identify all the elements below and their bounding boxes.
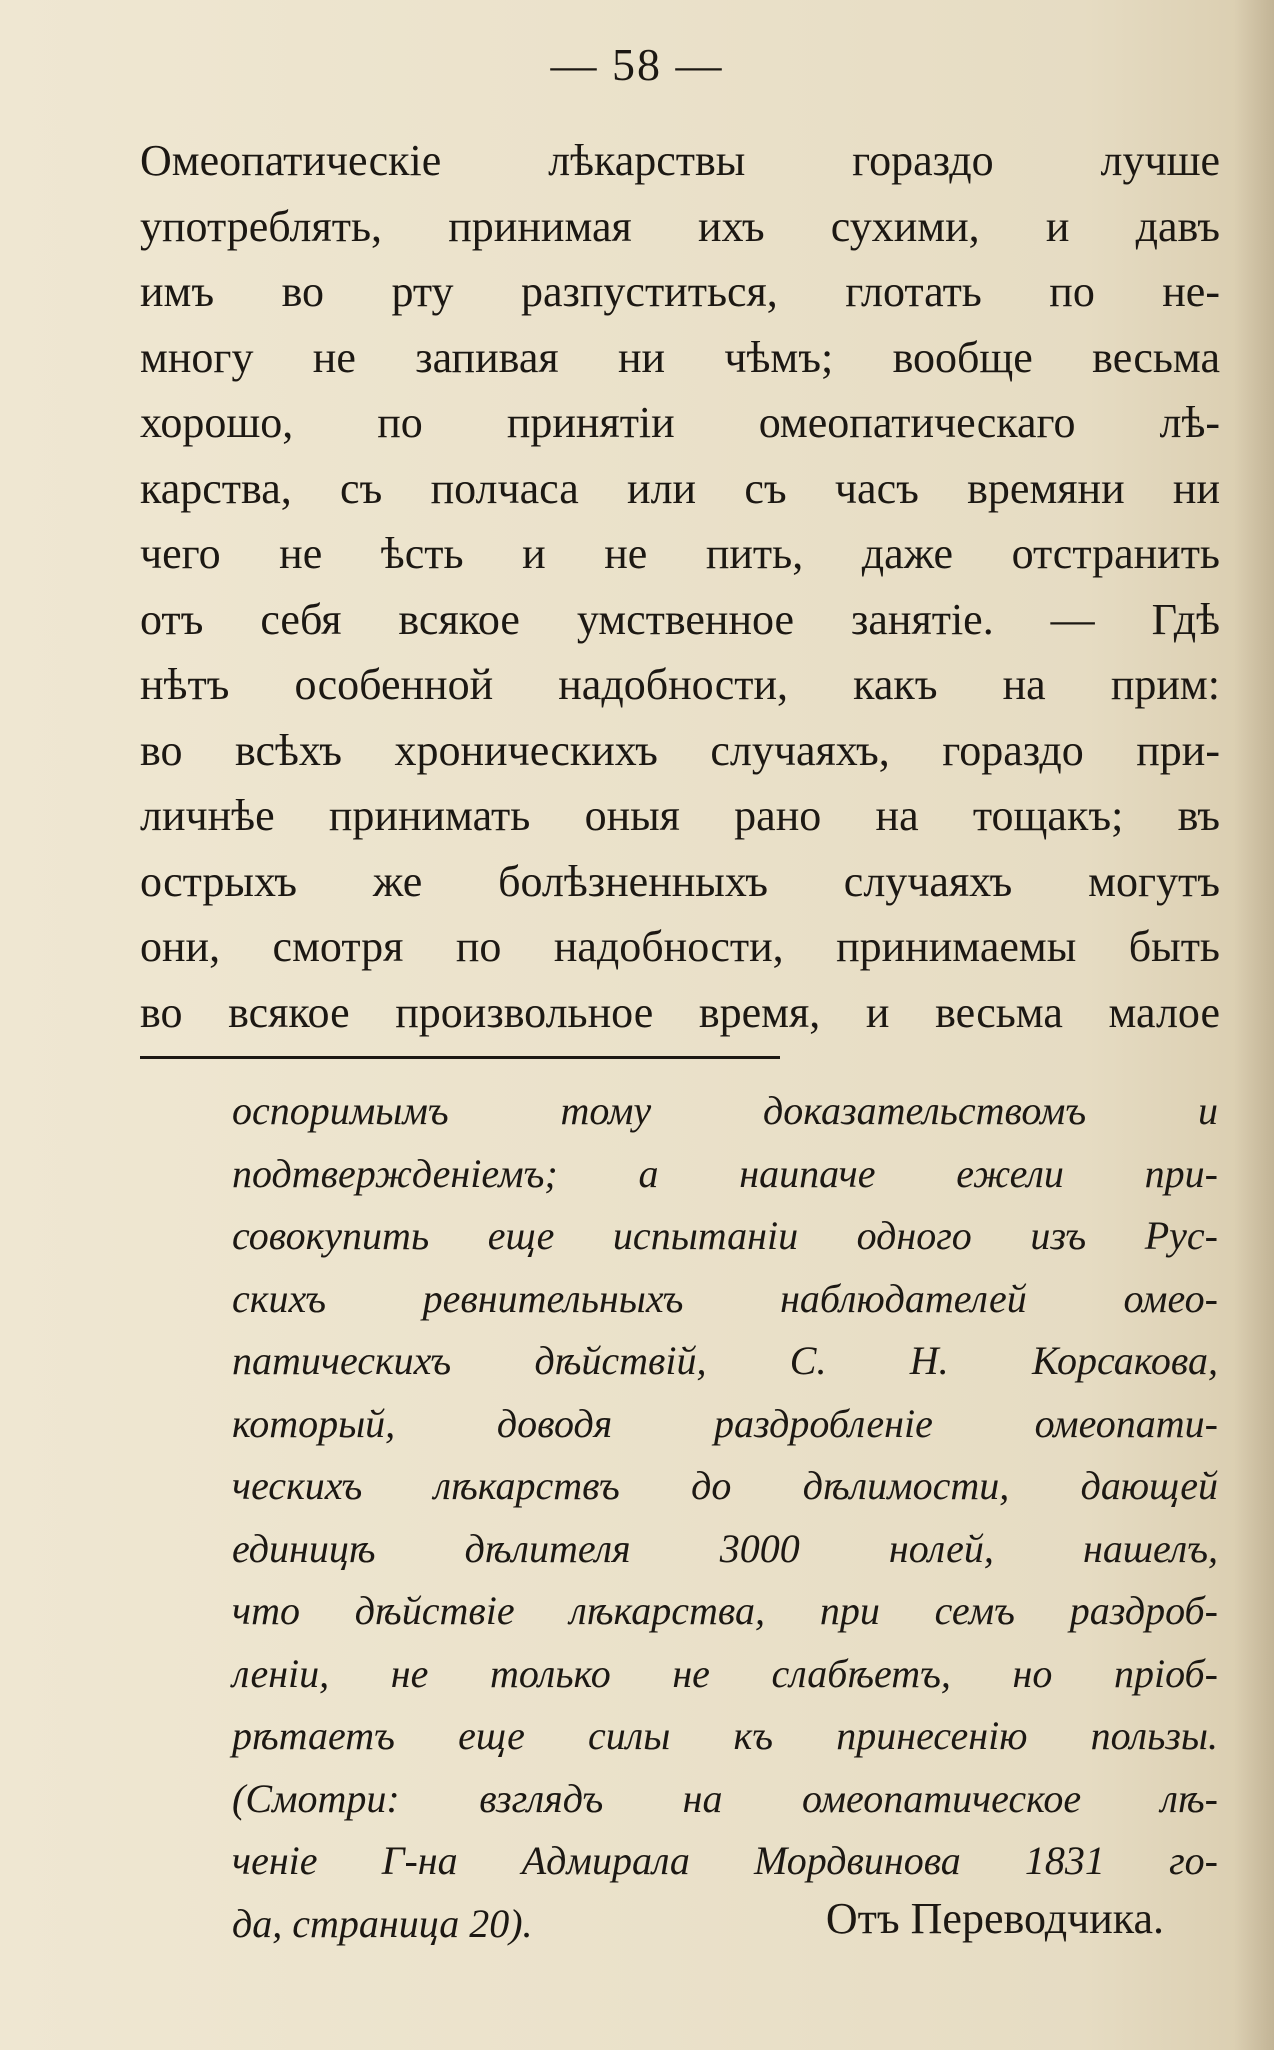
footnote-line: ческихъ лѣкарствъ до дѣлимости, дающей [232,1463,1218,1508]
footnote-line: патическихъ дѣйствій, С. Н. Корсакова, [232,1338,1218,1383]
text-line: личнѣе принимать оныя рано на тощакъ; въ [140,791,1220,840]
text-line: острыхъ же болѣзненныхъ случаяхъ могутъ [140,856,1220,906]
text-line: употреблять, принимая ихъ сухими, и давъ [140,201,1220,251]
text-line: многу не запивая ни чѣмъ; вообще весьма [140,332,1220,382]
text-line: нѣтъ особенной надобности, какъ на прим: [140,660,1220,709]
text-line: отъ себя всякое умственное занятіе. — Гдѣ [140,594,1220,644]
footnote-line: да, страница 20). [232,1900,533,1946]
footnote-line: оспоримымъ тому доказательствомъ и [232,1088,1218,1133]
text-line: во всѣхъ хроническихъ случаяхъ, гораздо при- [140,725,1220,775]
text-line: карства, съ полчаса или съ часъ времяни ни [140,463,1220,513]
text-line: чего не ѣсть и не пить, даже отстранить [140,529,1220,578]
footnote-line: (Смотри: взглядъ на омеопатическое лѣ- [232,1775,1218,1821]
main-text [140,128,1220,1045]
footnote-line: ченіе Г-на Адмирала Мордвинова 1831 го- [232,1838,1218,1883]
footnote-line: единицѣ дѣлителя 3000 нолей, нашелъ, [232,1525,1218,1571]
footnote-line: подтвержденіемъ; а наипаче ежели при- [232,1150,1218,1196]
translator-signature: Отъ Переводчика. [825,1894,1164,1943]
page-number: — 58 — [550,39,724,90]
footnote-line: совокупить еще испытаніи одного изъ Рус- [232,1213,1218,1258]
text-line: Омеопатическіе лѣкарствы гораздо лучше [140,136,1220,185]
footnote-line: который, доводя раздробленіе омеопати- [232,1400,1218,1446]
footnote [232,1080,1218,1955]
footnote-line: скихъ ревнительныхъ наблюдателей омео- [232,1275,1218,1321]
footnote-divider [140,1056,780,1059]
text-line: они, смотря по надобности, принимаемы быть [140,922,1220,971]
text-line: хорошо, по принятіи омеопатическаго лѣ- [140,398,1220,447]
page-edge-shadow [1234,0,1274,2050]
footnote-line: что дѣйствіе лѣкарства, при семъ раздроб- [232,1588,1218,1633]
footnote-line: леніи, не только не слабѣетъ, но пріоб- [232,1650,1218,1696]
footnote-line: рѣтаетъ еще силы къ принесенію пользы. [232,1713,1218,1758]
text-line: во всякое произвольное время, и весьма малое [140,987,1220,1037]
text-line: имъ во рту разпуститься, глотать по не- [140,267,1220,316]
